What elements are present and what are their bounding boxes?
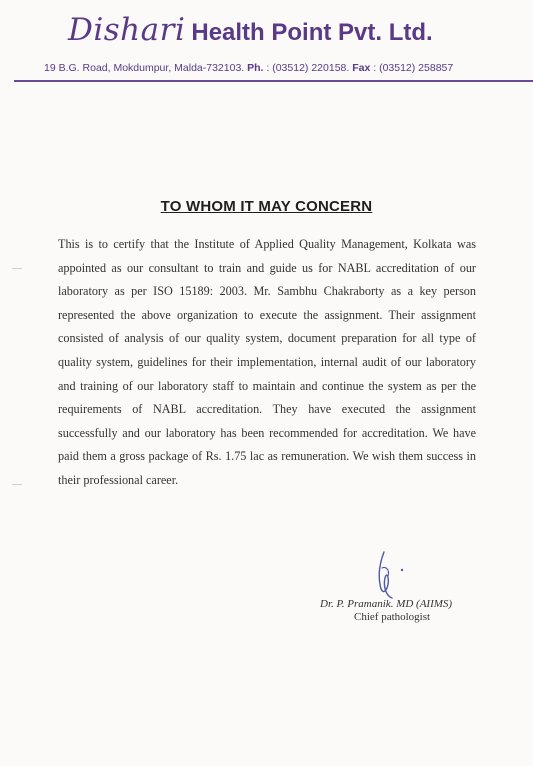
letterhead	[0, 0, 533, 90]
company-name-rest: Health Point Pvt. Ltd.	[191, 19, 433, 46]
address-line	[44, 62, 453, 74]
signatory-name: Dr. P. Pramanik. MD (AIIMS)	[320, 598, 453, 610]
company-name	[68, 12, 433, 48]
phone-label: Ph.	[247, 62, 264, 74]
letterhead-divider	[14, 80, 533, 82]
margin-mark	[12, 484, 22, 485]
fax-number: : (03512) 258857	[373, 62, 454, 74]
address: 19 B.G. Road, Mokdumpur, Malda-732103.	[44, 62, 245, 74]
letter-body: This is to certify that the Institute of Applied Quality Management, Kolkata was appointed as our consultant to train and guide us for NABL accreditation of our laboratory as per ISO 15189: 2003. Mr. Sambhu Chakraborty as a key person represented the above organization to execute the assignment. Their assignment consisted of analysis of our quality system, document preparation for all type of quality system, guidelines for their implementation, internal audit of our laboratory and training of our laboratory staff to maintain and continue the system as per the requirements of NABL accreditation. They have executed the assignment successfully and our laboratory has been recommended for accreditation. We have paid them a gross package of Rs. 1.75 lac as remuneration. We wish them success in their professional career.	[58, 237, 476, 487]
fax-label: Fax	[352, 62, 371, 74]
letter-heading: TO WHOM IT MAY CONCERN	[160, 198, 373, 215]
phone-number: : (03512) 220158.	[266, 62, 350, 74]
company-name-script: Dishari	[68, 12, 186, 48]
signature	[360, 548, 420, 603]
signatory-title: Chief pathologist	[354, 611, 431, 623]
margin-mark	[12, 268, 22, 269]
